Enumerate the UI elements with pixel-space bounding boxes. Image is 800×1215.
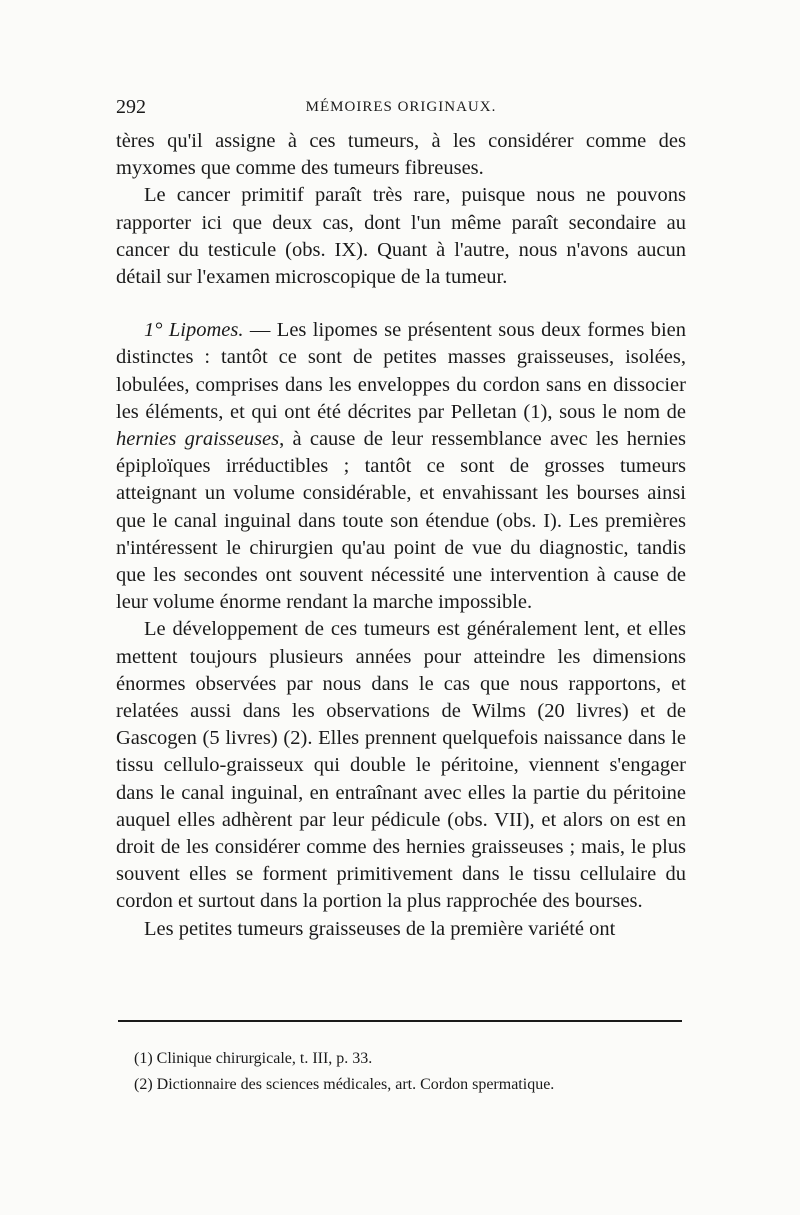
paragraph-cancer: Le cancer primitif paraît très rare, puisque nous ne pouvons rapporter ici que deux cas, dont l'un même paraît secondaire au cancer du testicule (obs. IX). Quant à l'autre, nous n'avons aucun détail sur l'examen microscopique de la tumeur. [116, 184, 686, 289]
paragraph-lipomes [116, 317, 686, 616]
footnote-rule [118, 1020, 682, 1022]
body-text [116, 128, 686, 943]
paragraph-developpement: Le développement de ces tumeurs est généralement lent, et elles mettent toujours plusieurs années pour atteindre les dimensions énormes observées par nous dans le cas que nous rapportons, et relatées aussi dans les observations de Wilms (20 livres) et de Gascogen (5 livres) (2). Elles prennent quelquefois naissance dans le tissu cellulo-graisseux qui double le péritoine, viennent s'engager dans le canal inguinal, en entraînant avec elles la partie du péritoine auquel elles adhèrent par leur pédicule (obs. VII), et alors on est en droit de les considérer comme des hernies graisseuses ; mais, le plus souvent elles se forment primitivement dans le tissu cellulaire du cordon et surtout dans la portion la plus rapprochée des bourses. [116, 618, 686, 913]
section-gap [116, 291, 686, 317]
footnote-1: (1) Clinique chirurgicale, t. III, p. 33. [134, 1050, 373, 1067]
lipomes-text-part-2: , à cause de leur ressemblance avec les hernies épiploïques irréductibles ; tantôt ce sont de grosses tumeurs atteignant un volume considérable, et envahissant les bourses ainsi que le canal inguinal dans toute son étendue (obs. I). Les premières n'intéressent le chirurgien qu'au point de vue du diagnostic, tandis que les secondes ont souvent nécessité une intervention à cause de leur volume énorme rendant la marche impossible. [116, 428, 687, 614]
page-number: 292 [116, 96, 146, 118]
italic-term: hernies graisseuses [116, 428, 280, 451]
lipomes-text-part-1: Les lipomes se présentent sous deux formes bien distinctes : tantôt ce sont de petites masses graisseuses, isolées, lobulées, comprises dans les enveloppes du cordon sans en dissocier les éléments, et qui ont été décrites par Pelletan (1), sous le nom de [116, 319, 687, 423]
heading-dash: — [243, 319, 277, 342]
paragraph-petites-tumeurs: Les petites tumeurs graisseuses de la première variété ont [144, 917, 616, 940]
section-heading-lipomes: 1° Lipomes. [144, 319, 244, 342]
paragraph-continuation: tères qu'il assigne à ces tumeurs, à les considérer comme des myxomes que comme des tumeurs fibreuses. [116, 130, 686, 180]
footnote-2: (2) Dictionnaire des sciences médicales, art. Cordon spermatique. [134, 1076, 555, 1093]
page-header [116, 96, 686, 122]
running-title: MÉMOIRES ORIGINAUX. [305, 99, 497, 115]
footnotes [134, 1046, 694, 1098]
